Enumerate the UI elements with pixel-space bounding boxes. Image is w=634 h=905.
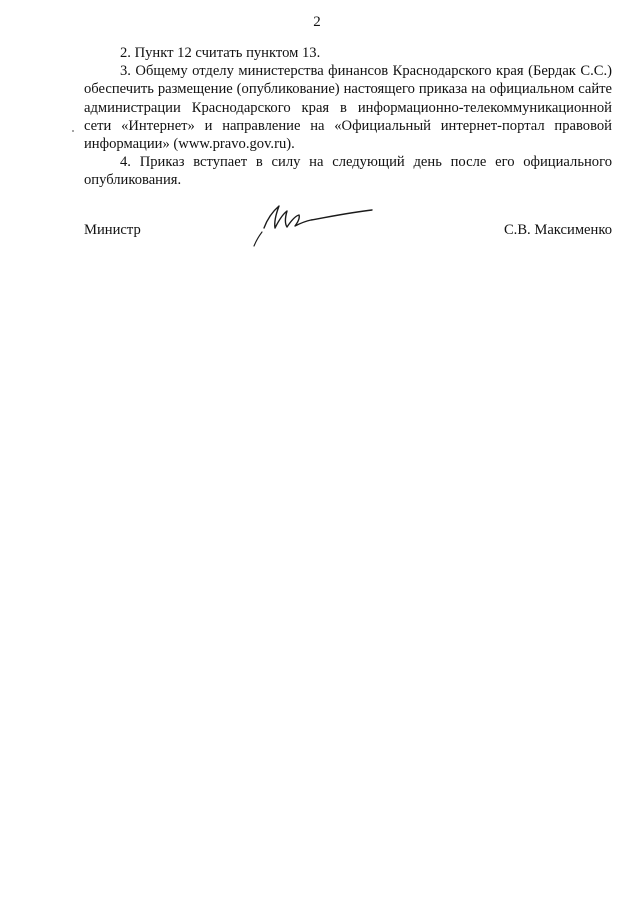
page-number: 2: [313, 14, 321, 30]
paragraph-item-2: 2. Пункт 12 считать пунктом 13.: [120, 45, 321, 61]
signatory-name: С.В. Максименко: [503, 222, 612, 238]
handwritten-signature: [248, 198, 378, 250]
document-body: [84, 44, 612, 190]
scan-speck: [72, 130, 74, 132]
signatory-position: Министр: [84, 222, 141, 238]
paragraph-item-4: 4. Приказ вступает в силу на следующий день после его официального опубликования.: [84, 154, 612, 189]
paragraph-item-3: 3. Общему отделу министерства финансов Краснодарского края (Бердак С.С.) обеспечить размещение (опубликование) настоящего приказа на официальном сайте администрации Краснодарского края в информационно-телекоммуникационной сети «Интернет» и направление на «Официальный интернет-портал правовой информации» (www.pravo.gov.ru).: [84, 63, 612, 153]
